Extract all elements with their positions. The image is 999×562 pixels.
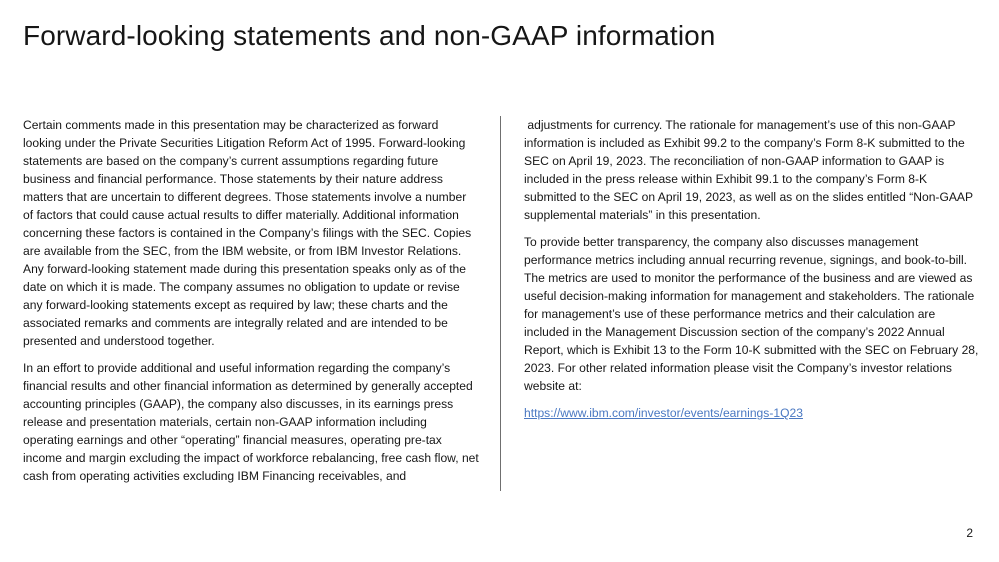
investor-relations-link[interactable]: https://www.ibm.com/investor/events/earnings-1Q23 <box>524 406 803 420</box>
column-divider <box>500 116 501 491</box>
right-column <box>524 116 980 431</box>
left-column <box>23 116 479 494</box>
non-gaap-paragraph: In an effort to provide additional and useful information regarding the company’s financial results and other financial information as determined by generally accepted accounting principles (GAAP), the company also discusses, in its earnings press release and presentation materials, certain non-GAAP information including operating earnings and other “operating” financial measures, operating pre-tax income and margin excluding the impact of workforce rebalancing, free cash flow, net cash from operating activities excluding IBM Financing receivables, and <box>23 361 479 483</box>
currency-adjustments-paragraph: adjustments for currency. The rationale for management’s use of this non-GAAP information is included as Exhibit 99.2 to the company’s Form 8-K submitted to the SEC on April 19, 2023. The reconciliation of non-GAAP information to GAAP is included in the press release within Exhibit 99.1 to the company’s Form 8-K submitted to the SEC on April 19, 2023, as well as on the slides entitled “Non-GAAP supplemental materials” in this presentation. <box>524 118 977 222</box>
forward-looking-paragraph: Certain comments made in this presentation may be characterized as forward looking under the Private Securities Litigation Reform Act of 1995. Forward-looking statements are based on the company’s current assumptions regarding future business and financial performance. Those statements by their nature address matters that are uncertain to different degrees. Those statements involve a number of factors that could cause actual results to differ materially. Additional information concerning these factors is contained in the Company’s filings with the SEC. Copies are available from the SEC, from the IBM website, or from IBM Investor Relations. Any forward-looking statement made during this presentation speaks only as of the date on which it is made. The company assumes no obligation to update or revise any forward-looking statements except as required by law; these charts and the associated remarks and comments are integrally related and are intended to be presented and understood together. <box>23 118 472 348</box>
page-number: 2 <box>966 526 973 540</box>
slide-title: Forward-looking statements and non-GAAP information <box>23 20 716 51</box>
performance-metrics-paragraph: To provide better transparency, the company also discusses management performance metrics including annual recurring revenue, signings, and book-to-bill. The metrics are used to monitor the performance of the business and are viewed as useful decision-making information for management and stakeholders. The rationale for management’s use of these performance metrics and their calculation are included in the Management Discussion section of the company’s 2022 Annual Report, which is Exhibit 13 to the Form 10-K submitted with the SEC on February 28, 2023. For other related information please visit the Company’s investor relations website at: <box>524 235 979 393</box>
